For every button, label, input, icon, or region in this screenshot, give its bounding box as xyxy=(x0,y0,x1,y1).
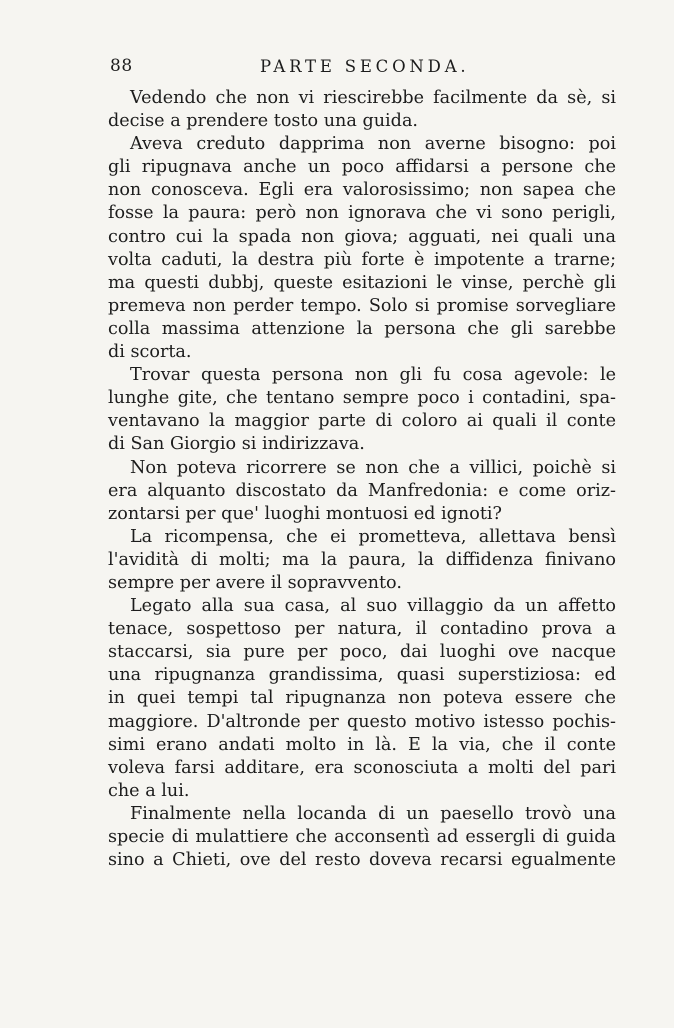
text-line: in quei tempi tal ripugnanza non poteva essere che xyxy=(108,688,616,709)
text-line: premeva non perder tempo. Solo si promise sorvegliare xyxy=(108,295,616,316)
text-line: La ricompensa, che ei prometteva, allettava bensì xyxy=(130,526,616,547)
text-line: tenace, sospettoso per natura, il contadino prova a xyxy=(108,619,616,640)
text-line: Finalmente nella locanda di un paesello trovò una xyxy=(130,803,616,824)
text-line: sino a Chieti, ove del resto doveva recarsi egualmente xyxy=(108,850,616,871)
text-line: maggiore. D'altronde per questo motivo istesso pochis- xyxy=(108,711,616,732)
text-line: volta caduti, la destra più forte è impotente a trarne; xyxy=(108,249,616,270)
paragraph xyxy=(108,364,616,456)
text-line: lunghe gite, che tentano sempre poco i contadini, spa- xyxy=(108,388,616,409)
text-line: Legato alla sua casa, al suo villaggio da un affetto xyxy=(130,596,616,617)
page-number: 88 xyxy=(110,56,133,76)
text-line: Non poteva ricorrere se non che a villici, poichè si xyxy=(130,457,616,478)
paragraph xyxy=(108,803,616,872)
text-line: gli ripugnava anche un poco affidarsi a persone che xyxy=(108,157,616,178)
text-line: Vedendo che non vi riescirebbe facilmente da sè, si xyxy=(130,88,616,108)
text-line: una ripugnanza grandissima, quasi superstiziosa: ed xyxy=(108,665,616,686)
paragraph xyxy=(108,87,616,133)
paragraph xyxy=(108,457,616,526)
text-line: ventavano la maggior parte di coloro ai quali il conte xyxy=(108,411,616,432)
text-line: specie di mulattiere che acconsentì ad essergli di guida xyxy=(108,827,616,847)
text-line: di San Giorgio si indirizzava. xyxy=(108,434,365,455)
text-line: di scorta. xyxy=(108,342,192,363)
body-text xyxy=(108,87,616,872)
page-header xyxy=(110,56,616,82)
text-line: che a lui. xyxy=(108,780,190,801)
text-line: Trovar questa persona non gli fu cosa agevole: le xyxy=(130,365,616,386)
text-line: non conosceva. Egli era valorosissimo; non sapea che xyxy=(108,180,616,201)
text-line: decise a prendere tosto una guida. xyxy=(108,111,419,132)
text-line: ma questi dubbj, queste esitazioni le vinse, perchè gli xyxy=(108,272,616,293)
paragraph xyxy=(108,133,616,364)
paragraph xyxy=(108,526,616,595)
text-line: sempre per avere il sopravvento. xyxy=(108,572,402,593)
paragraph xyxy=(108,595,616,803)
text-line: era alquanto discostato da Manfredonia: e come oriz- xyxy=(108,480,616,501)
text-line: fosse la paura: però non ignorava che vi sono perigli, xyxy=(108,203,616,224)
text-line: zontarsi per que' luoghi montuosi ed ignoti? xyxy=(108,503,502,524)
running-head: PARTE SECONDA. xyxy=(260,57,470,76)
text-line: colla massima attenzione la persona che gli sarebbe xyxy=(108,318,616,339)
text-line: voleva farsi additare, era sconosciuta a molti del pari xyxy=(108,757,616,778)
text-line: staccarsi, sia pure per poco, dai luoghi ove nacque xyxy=(108,642,616,663)
text-line: contro cui la spada non giova; agguati, nei quali una xyxy=(108,226,616,247)
text-line: Aveva creduto dapprima non averne bisogno: poi xyxy=(130,134,616,155)
text-line: l'avidità di molti; ma la paura, la diffidenza finivano xyxy=(108,549,616,570)
text-line: simi erano andati molto in là. E la via, che il conte xyxy=(108,734,616,755)
